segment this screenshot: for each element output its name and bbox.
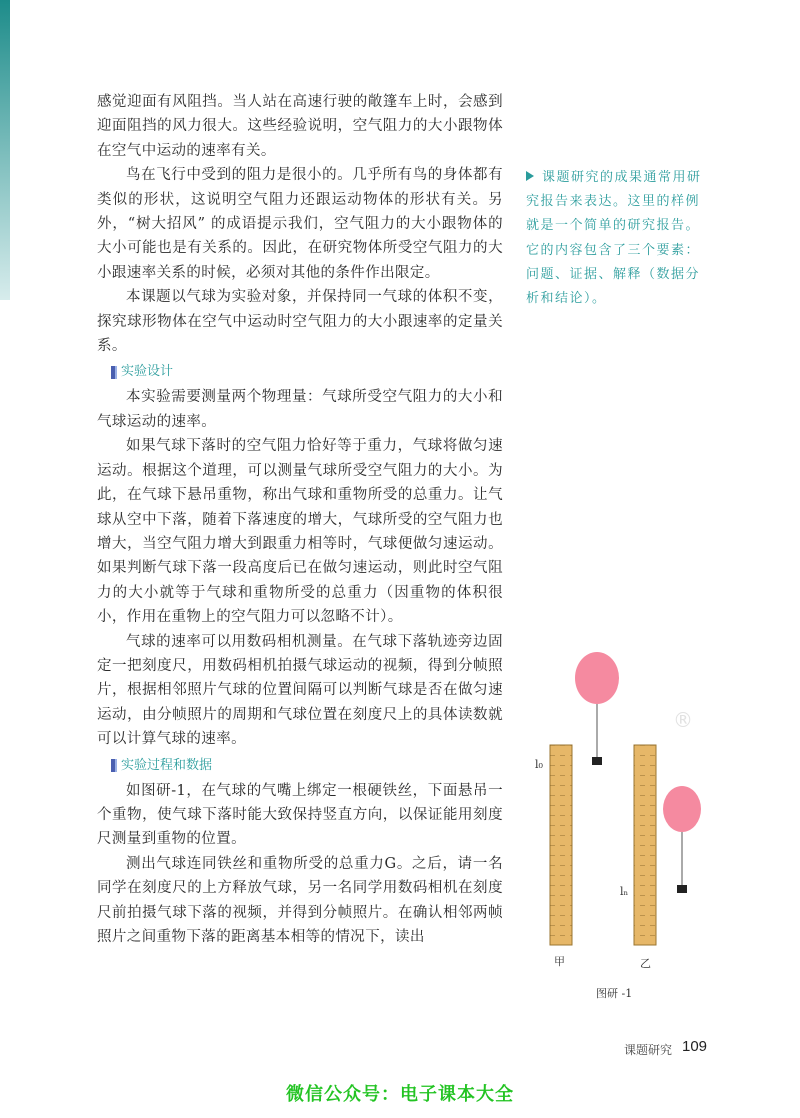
section-heading-process (111, 754, 503, 778)
edge-color-bar (0, 0, 10, 300)
paragraph-1: 感觉迎面有风阻挡。当人站在高速行驶的敞篷车上时，会感到迎面阻挡的风力很大。这些经验说明，空气阻力的大小跟物体在空气中运动的速率有关。 (97, 94, 503, 159)
registered-watermark: ® (673, 708, 693, 732)
triangle-bullet-icon (526, 171, 534, 181)
heading-marker-icon (111, 759, 117, 772)
paragraph-3: 本课题以气球为实验对象，并保持同一气球的体积不变，探究球形物体在空气中运动时空气阻力的大小跟速率的定量关系。 (97, 289, 503, 355)
balloon-left (575, 652, 619, 765)
figure-caption: 图研 -1 (596, 987, 633, 1000)
heading-text: 实验过程和数据 (121, 757, 213, 773)
side-note (526, 166, 712, 311)
paragraph-6: 气球的速率可以用数码相机测量。在气球下落轨迹旁边固定一把刻度尺，用数码相机拍摄气球运动的视频，得到分帧照片，根据相邻照片气球的位置间隔可以判断气球是否在做匀速运动，由分帧照片的周期和气球位置在刻度尺上的具体读数就可以计算气球的速率。 (97, 633, 503, 748)
bottom-watermark: 微信公众号：电子课本大全 (286, 1084, 514, 1105)
ruler-right (634, 745, 656, 945)
paragraph-4: 本实验需要测量两个物理量：气球所受空气阻力的大小和气球运动的速率。 (97, 389, 503, 430)
paragraph-5: 如果气球下落时的空气阻力恰好等于重力，气球将做匀速运动。根据这个道理，可以测量气球所受空气阻力的大小。为此，在气球下悬吊重物，称出气球和重物所受的总重力。让气球从空中下落，随着下落速度的增大，气球所受的空气阻力也增大，当空气阻力增大到跟重力相等时，气球便做匀速运动。如果判断气球下落一段高度后已在做匀速运动，则此时空气阻力的大小就等于气球和重物所受的总重力（因重物的体积很小，作用在重物上的空气阻力可以忽略不计）。 (97, 438, 503, 626)
figure-balloon-rulers (530, 645, 730, 1005)
footer-section: 课题研究 (624, 1043, 673, 1057)
main-text (97, 90, 503, 949)
weight-left (592, 757, 602, 765)
label-right: 乙 (640, 957, 651, 970)
weight-right (677, 885, 687, 893)
balloon-right (663, 786, 701, 893)
paragraph-2: 鸟在飞行中受到的阻力是很小的。几乎所有鸟的身体都有类似的形状，这说明空气阻力还跟运动物体的形状有关。另外，“树大招风” 的成语提示我们，空气阻力的大小跟物体的大小可能也是有关系的。因此，在研究物体所受空气阻力的大小跟速率关系的时候，必须对其他的条件作出限定。 (97, 167, 503, 281)
section-heading-design (111, 360, 503, 384)
mark-l0: l₀ (535, 758, 543, 771)
label-left: 甲 (554, 955, 565, 968)
paragraph-8: 测出气球连同铁丝和重物所受的总重力G。之后，请一名同学在刻度尺的上方释放气球，另一名同学用数码相机在刻度尺前拍摄气球下落的视频，并得到分帧照片。在确认相邻两帧照片之间重物下落的距离基本相等的情况下，读出 (97, 855, 503, 945)
page-number: 109 (682, 1038, 708, 1055)
mark-ln: lₙ (620, 885, 629, 898)
side-note-text: 课题研究的成果通常用研究报告来表达。这里的样例就是一个简单的研究报告。它的内容包含了三个要素：问题、证据、解释（数据分析和结论）。 (526, 170, 702, 307)
heading-text: 实验设计 (121, 364, 174, 380)
ruler-left (550, 745, 572, 945)
paragraph-7: 如图研-1，在气球的气嘴上绑定一根硬铁丝，下面悬吊一个重物，使气球下落时能大致保持竖直方向，以保证能用刻度尺测量到重物的位置。 (97, 782, 503, 848)
figure-drawing (530, 645, 730, 975)
heading-marker-icon (111, 366, 117, 379)
